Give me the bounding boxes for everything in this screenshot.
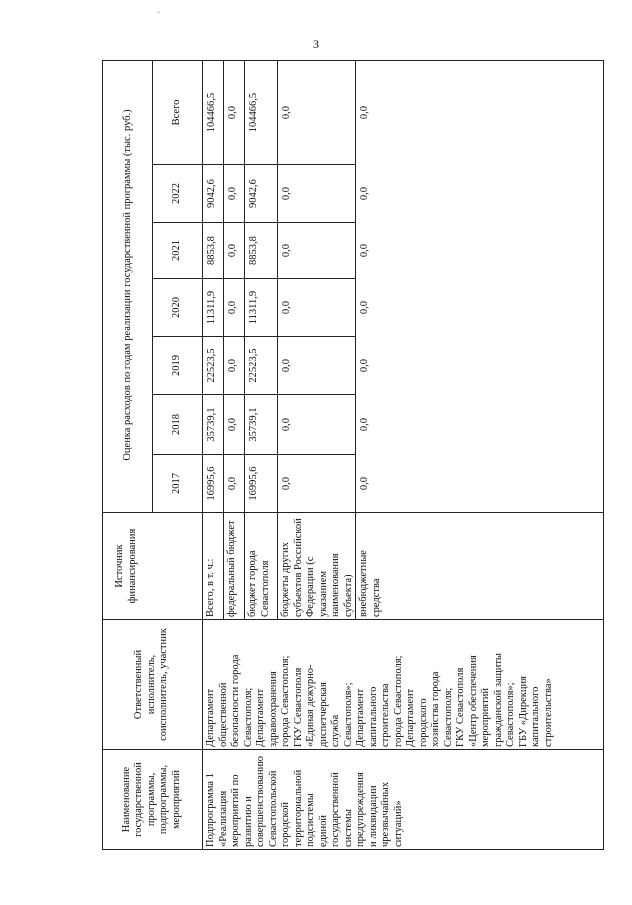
cell-other-2021: 0,0 [281,243,292,258]
cell-extrabudget-2018: 0,0 [359,417,370,432]
table-border-bottom [603,60,604,850]
cell-federal-2018: 0,0 [227,417,238,432]
header-year-2019: 2019 [170,355,182,376]
cell-total-2022: 9042,6 [206,179,217,208]
rule-row-4 [355,60,356,620]
source-city: бюджет города Севастополя [247,550,271,617]
cell-total-2017: 16995,6 [206,466,217,501]
header-year-2017: 2017 [170,473,182,494]
source-extrabudget: внебюджетные средства [358,550,382,617]
source-total: Всего, в т. ч.: [205,558,216,617]
header-source: Источник финансирования [114,528,138,604]
col-divider-2 [102,619,604,620]
header-year-2022: 2022 [170,183,182,204]
header-total: Всего [170,99,182,126]
rule-row-2 [244,60,245,620]
header-cost-estimate: Оценка расходов по годам реализации государственной программы (тыс. руб.) [121,109,133,461]
rule-row-3 [277,60,278,620]
header-year-2021: 2021 [170,240,182,261]
table-border-left [102,849,604,850]
cell-city-2020: 11311,9 [248,290,259,325]
source-federal: федеральный бюджет [226,520,237,617]
cell-city-2021: 8853,8 [248,236,259,265]
header-year-2020: 2020 [170,297,182,318]
cell-other-2018: 0,0 [281,417,292,432]
cell-total-2018: 35739,1 [206,407,217,442]
cell-federal-2019: 0,0 [227,358,238,373]
cell-other-all: 0,0 [281,105,292,120]
cell-federal-2021: 0,0 [227,243,238,258]
program-name-cell: Подпрограмма 1 «Реализация мероприятий по развитию и совершенствованию Севастопольской городской территориальной подсистемы единой государственной системы предупреждения и ликвидации чрезвычайных ситуаций» [205,755,404,847]
cell-extrabudget-2019: 0,0 [359,358,370,373]
cell-federal-2017: 0,0 [227,476,238,491]
cell-extrabudget-all: 0,0 [359,105,370,120]
header-year-2018: 2018 [170,414,182,435]
cell-extrabudget-2017: 0,0 [359,476,370,491]
cell-other-2017: 0,0 [281,476,292,491]
cell-city-2022: 9042,6 [248,179,259,208]
cell-total-2019: 22523,5 [206,348,217,383]
cell-federal-2020: 0,0 [227,300,238,315]
rule-row-1 [223,60,224,620]
cell-extrabudget-2020: 0,0 [359,300,370,315]
cell-city-all: 104466,5 [248,92,259,133]
cell-total-2021: 8853,8 [206,236,217,265]
executor-cell: Департамент общественной безопасности города Севастополя; Департамент здравоохранения города Севастополя; ГКУ Севастополя «Единая дежурно- диспетчерская служба Севастополя»; Департамент капитального строительства города Севастополя; Департамент городского хозяйства города Севастополя; ГКУ Севастополя «Центр обеспечения мероприятий гражданской защиты Севастополя»; ГБУ «Дирекция капитального строительства» [205,653,554,747]
cell-federal-all: 0,0 [227,105,238,120]
cell-federal-2022: 0,0 [227,186,238,201]
cell-other-2019: 0,0 [281,358,292,373]
cell-other-2022: 0,0 [281,186,292,201]
cell-other-2020: 0,0 [281,300,292,315]
cell-city-2019: 22523,5 [248,348,259,383]
cell-city-2018: 35739,1 [248,407,259,442]
cell-extrabudget-2021: 0,0 [359,243,370,258]
rule-under-header [202,60,203,850]
budget-table [102,60,604,850]
header-executor: Ответственный исполнитель, соисполнитель, участник [133,628,170,741]
cell-total-all: 104466,5 [206,92,217,133]
cell-extrabudget-2022: 0,0 [359,186,370,201]
page-number: 3 [313,37,319,51]
cell-total-2020: 11311,9 [206,290,217,325]
header-program-name: Наименование государственной программы, подпрограммы, мероприятий [120,762,182,837]
source-other-subjects: бюджеты других субъектов Российской Федерации (с указанием наименования субъекта) [280,518,354,617]
cell-city-2017: 16995,6 [248,466,259,501]
margin-mark: ' [158,10,160,20]
